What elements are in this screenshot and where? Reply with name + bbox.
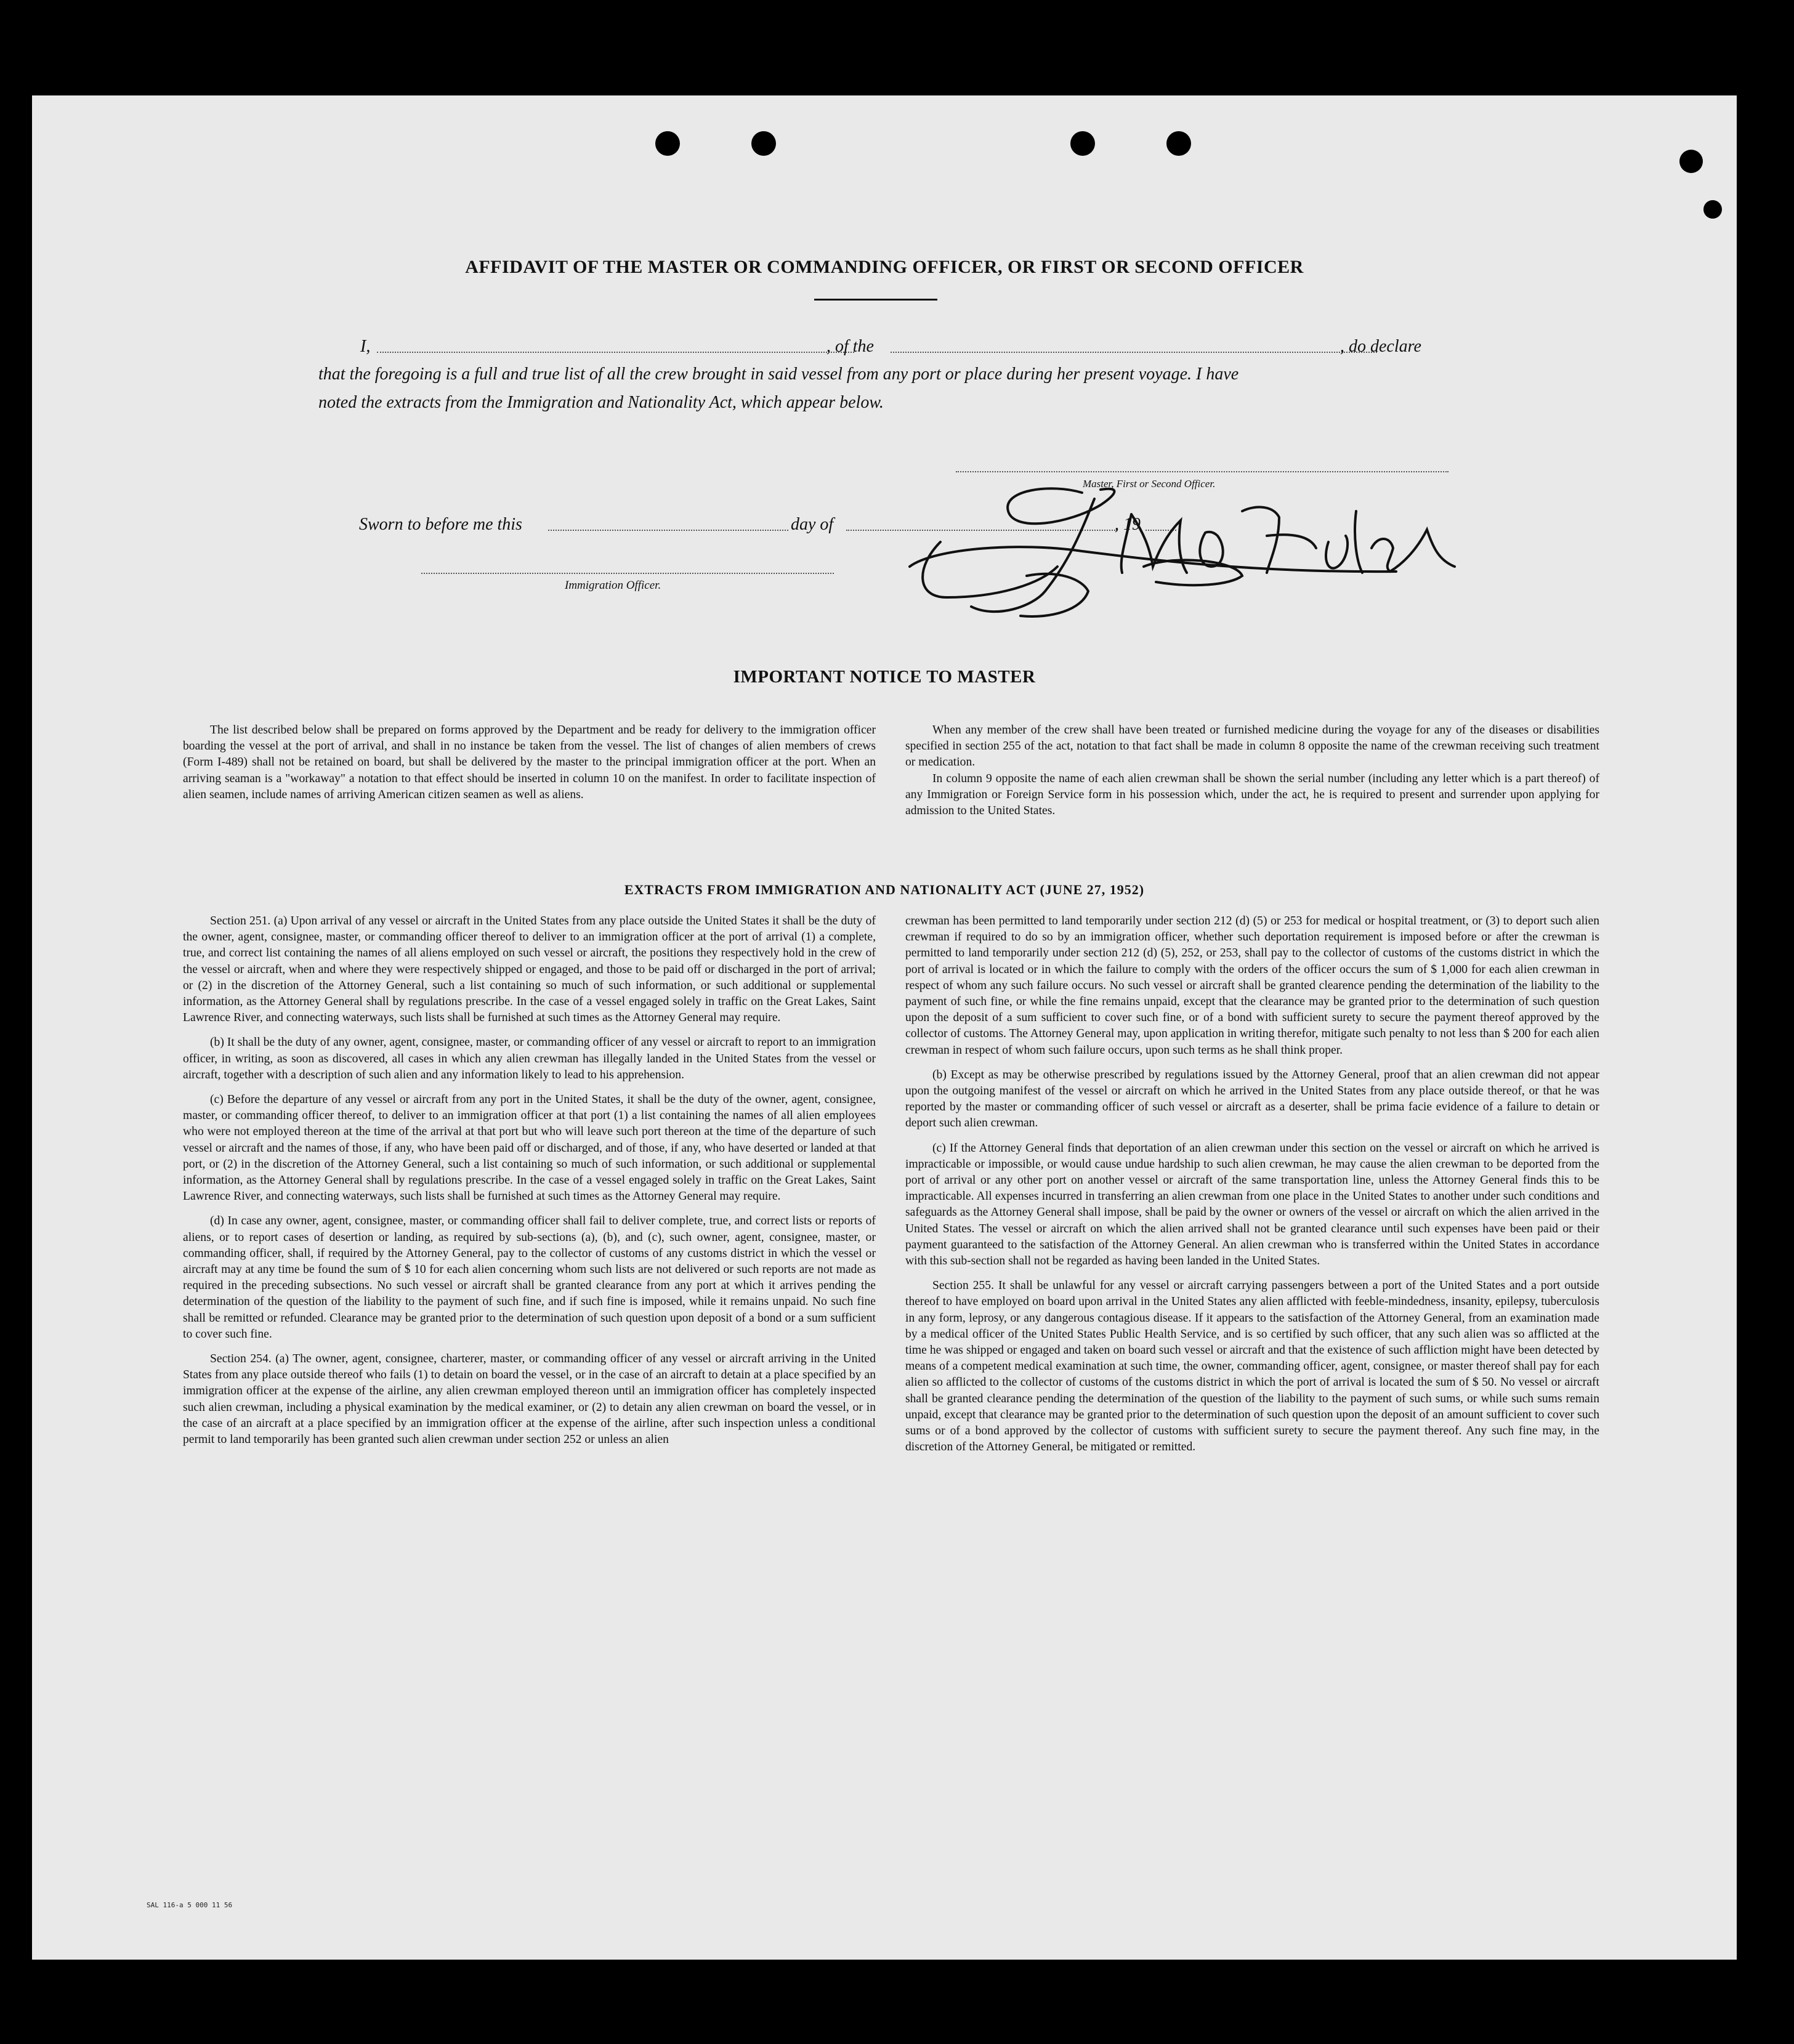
form-number: SAL 116-a 5 000 11 56 (147, 1901, 233, 1909)
immigration-officer-caption: Immigration Officer. (565, 579, 661, 592)
punch-hole (1679, 150, 1703, 173)
year-label: , 19 (1115, 515, 1141, 534)
vessel-blank (891, 352, 1377, 353)
extracts-right-paragraph: Section 255. It shall be unlawful for any vessel or aircraft carrying passengers between a port of the United States and a port outside thereof to have employed on board upon arrival in the United States any alien afflicted with feeble-mindedness, insanity, epilepsy, tuberculosis in any form, leprosy, or any dangerous contagious disease. If it appears to the satisfaction of the Attorney General, from an examination made by a medical officer of the United States Public Health Service, and is so certified by such officer, that any such alien was so afflicted at the time he was shipped or engaged and taken on board such vessel or aircraft and that the existence of such affliction might have been detected by means of a competent medical examination at such time, the owner, commanding officer, agent, consignee, or master thereof shall pay for each alien so afflicted to the collector of customs of the customs district in which the port of arrival is located the sum of $ 50. No vessel or aircraft shall be granted clearance pending the determination of the question of the liability to the payment of such sums, or while such sums remain unpaid, except that clearance may be granted prior to the determination of such question upon the deposit of an amount sufficient to cover such sums or of a bond approved by the collector of customs with sufficient surety to secure the payment thereof. Any such fine may, in the discretion of the Attorney General, be mitigated or remitted. (905, 1279, 1599, 1454)
punch-hole (1166, 131, 1191, 156)
extracts-left-paragraph: (d) In case any owner, agent, consignee, master, or commanding officer shall fail to deliver complete, true, and correct lists or reports of aliens, or to report cases of desertion or landing, as required by sub-sections (a), (b), and (c), such owner, agent, consignee, master, or commanding officer, shall, if required by the Attorney General, pay to the collector of customs of any customs district in which the vessel or aircraft may at any time be found the sum of $ 10 for each alien concerning whom such lists are not delivered or such reports are not made as required in the preceding subsections. No such vessel or aircraft shall be granted clearance from any port at which it arrives pending the determination of the question of the liability to the payment of such fine, and if such fine is imposed, while it remains unpaid. No such fine shall be remitted or refunded. Clearance may be granted prior to the determination of such question upon deposit of a bond or a sum sufficient to cover such fine. (183, 1214, 876, 1341)
extracts-left-paragraph: (c) Before the departure of any vessel or aircraft from any port in the United States, it shall be the duty of the owner, agent, consignee, master, or commanding officer thereof, to deliver to an immigration officer at that port (1) a list containing the names of all alien employees who were not employed thereon at the time of the arrival at that port but who will leave such port thereon at the time of the departure of such vessel or aircraft and the names of those, if any, who have been paid off or discharged, and of those, if any, who have deserted or landed at that port, or (2) in the discretion of the Attorney General, such a list containing so much of such information, or such additional or supplemental information, as the Attorney General shall by regulations prescribe. In the case of a vessel engaged solely in traffic on the Great Lakes, Saint Lawrence River, and connecting waterways, such lists shall be furnished at such times as the Attorney General may require. (183, 1093, 876, 1203)
punch-hole (655, 131, 680, 156)
notice-left-paragraph: The list described below shall be prepared on forms approved by the Department and be ready for delivery to the immigration officer boarding the vessel at the port of arrival, and shall in no instance be taken from the vessel. The list of changes of alien members of crews (Form I-489) shall not be retained on board, but shall be delivered by the master to the principal immigration officer at the port. When an arriving seaman is a "workaway" a notation to that effect should be inserted in column 10 on the manifest. In order to facilitate inspection of alien seamen, include names of arriving American citizen seamen as well as aliens. (183, 724, 876, 801)
master-signature-blank (956, 471, 1449, 472)
extracts-right-paragraph: (c) If the Attorney General finds that deportation of an alien crewman under this section on the vessel or aircraft on which he arrived is impracticable or impossible, or would cause undue hardship to such alien crewman, he may cause the alien crewman to be deported from the port of arrival or any other port on another vessel or aircraft of the same transportation line, unless the Attorney General finds this to be impracticable. All expenses incurred in transferring an alien crewman from one place in the United States to another under such conditions and safeguards as the Attorney General shall impose, shall be paid by the owner or owners of the vessel or aircraft on which the alien arrived in the United States. The vessel or aircraft on which the alien arrived shall not be granted clearance until such expenses have been paid or their payment guaranteed to the satisfaction of the Attorney General. An alien crewman who is transferred within the United States in accordance with this sub-section shall not be regarded as having been landed in the United States. (905, 1141, 1599, 1268)
extracts-left-paragraph: Section 251. (a) Upon arrival of any vessel or aircraft in the United States from any place outside the United States it shall be the duty of the owner, agent, consignee, master, or commanding officer thereof to deliver to an immigration officer at the port of arrival (1) a complete, true, and correct list containing the names of all aliens employed on such vessel or aircraft, the positions they respectively hold in the crew of the vessel or aircraft, when and where they were respectively shipped or engaged, and those to be paid off or discharged in the port of arrival; or (2) in the discretion of the Attorney General, such a list containing so much of such information, or such additional or supplemental information, as the Attorney General shall by regulations prescribe. In the case of a vessel engaged solely in traffic on the Great Lakes, Saint Lawrence River, and connecting waterways, such lists shall be furnished at such times as the Attorney General may require. (183, 915, 876, 1025)
notice-right-column (905, 722, 1599, 819)
sworn-label: Sworn to before me this (359, 515, 522, 534)
extracts-left-paragraph: (b) It shall be the duty of any owner, agent, consignee, master, or commanding officer of any vessel or aircraft to report to an immigration officer, in writing, as soon as discovered, all cases in which any alien crewman has illegally landed in the United States from the vessel or aircraft, together with a description of such alien and any information likely to lead to his apprehension. (183, 1036, 876, 1081)
notice-left-column (183, 722, 876, 803)
affidavit-line-3: noted the extracts from the Immigration and Nationality Act, which appear below. (318, 393, 884, 412)
document-sheet (32, 95, 1737, 1960)
notice-title: IMPORTANT NOTICE TO MASTER (733, 667, 1036, 687)
extracts-left-column (183, 913, 876, 1456)
affidavit-declare-label: , do declare (1340, 337, 1421, 356)
extracts-left-paragraph: Section 254. (a) The owner, agent, consignee, charterer, master, or commanding officer of any vessel or aircraft arriving in the United States from any place outside thereof who fails (1) to detain on board the vessel, or in the case of an aircraft to detain at a place specified by an immigration officer at the expense of the airline, any alien crewman employed thereon until an immigration officer has completely inspected such alien crewman, including a physical examination by the medical examiner, or (2) to detain any alien crewman on board the vessel, or in the case of an aircraft at a place specified by an immigration officer at the expense of the airline, after such inspection unless a conditional permit to land temporarily has been granted such alien crewman under section 252 or unless an alien (183, 1352, 876, 1447)
extracts-right-paragraph: (b) Except as may be otherwise prescribed by regulations issued by the Attorney General, proof that an alien crewman did not appear upon the outgoing manifest of the vessel or aircraft on which he arrived in the United States from any place outside thereof, or that he was reported by the master or commanding officer of such vessel or aircraft as a deserter, shall be prima facie evidence of a failure to detain or deport such alien crewman. (905, 1068, 1599, 1130)
extracts-right-column (905, 913, 1599, 1464)
extracts-right-paragraph: crewman has been permitted to land temporarily under section 212 (d) (5) or 253 for medical or hospital treatment, or (3) to deport such alien crewman if required to do so by an immigration officer, whether such deportation requirement is imposed before or after the crewman is permitted to land temporarily under section 212 (d) (5), 252, or 253, shall pay to the collector of customs of the customs district in which the port of arrival is located or in which the failure to comply with the orders of the officer occurs the sum of $ 1,000 for each alien crewman in respect of whom any such failure occurs. No such vessel or aircraft shall be granted clearence pending the determination of the liability to the payment of such fine, or while the fine remains unpaid, except that the clearance may be granted prior to the determination of such question upon the deposit of a sum sufficient to cover such fine, or of a bond with sufficient surety to secure the payment thereof approved by the collector of customs. The Attorney General may, upon application in writing therefor, mitigate such penalty to not less than $ 200 for each alien crewman in respect of whom such failure occurs, upon such terms as he shall think proper. (905, 915, 1599, 1057)
punch-hole (1070, 131, 1095, 156)
notice-right-paragraph-2: In column 9 opposite the name of each alien crewman shall be shown the serial number (including any letter which is a part thereof) of any Immigration or Foreign Service form in his possession which, under the act, he is required to present and surrender upon applying for admission to the United States. (905, 772, 1599, 818)
master-signature (897, 474, 1489, 634)
notice-right-paragraph-1: When any member of the crew shall have been treated or furnished medicine during the voyage for any of the diseases or disabilities specified in section 255 of the act, notation to that fact shall be made in column 8 opposite the name of the crewman receiving such treatment or medication. (905, 724, 1599, 769)
affidavit-line-2: that the foregoing is a full and true list of all the crew brought in said vessel from any port or place during her present voyage. I have (318, 365, 1239, 384)
affidavit-i-label: I, (360, 337, 371, 356)
punch-hole (1703, 200, 1722, 219)
punch-hole (751, 131, 776, 156)
sworn-day-blank (548, 530, 788, 531)
affidavit-title: AFFIDAVIT OF THE MASTER OR COMMANDING OFFICER, OR FIRST OR SECOND OFFICER (465, 257, 1304, 277)
day-of-label: day of (791, 515, 834, 534)
immigration-officer-blank (421, 573, 834, 574)
affidavit-of-the-label: , of the (826, 337, 874, 356)
master-caption: Master, First or Second Officer. (1083, 478, 1216, 490)
name-blank (377, 352, 854, 353)
extracts-title: EXTRACTS FROM IMMIGRATION AND NATIONALITY ACT (JUNE 27, 1952) (624, 882, 1145, 897)
title-underline (814, 299, 937, 301)
